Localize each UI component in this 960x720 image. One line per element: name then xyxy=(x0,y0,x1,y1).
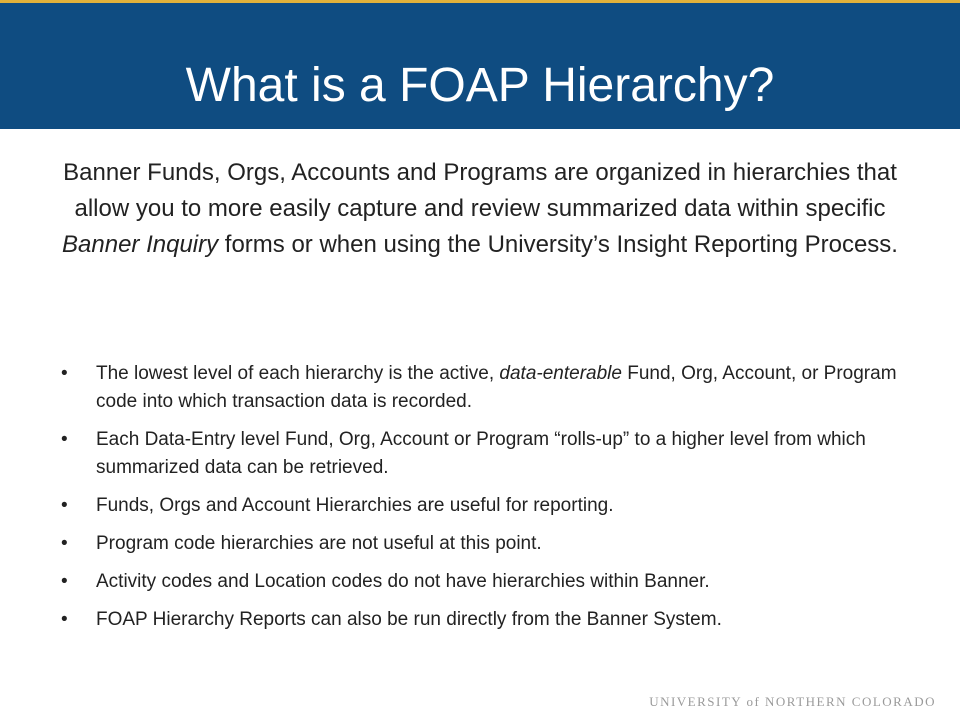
bullet-item xyxy=(55,530,915,558)
bullet-emphasis: data-enterable xyxy=(499,363,622,384)
university-logo-text: UNIVERSITY of NORTHERN COLORADO xyxy=(649,694,936,709)
intro-emphasis: Banner Inquiry xyxy=(62,231,219,258)
bullet-item xyxy=(55,426,915,482)
bullet-item xyxy=(55,492,915,520)
bullet-text: Funds, Orgs and Account Hierarchies are useful for reporting. xyxy=(96,495,614,516)
bullet-text: Activity codes and Location codes do not have hierarchies within Banner. xyxy=(96,571,710,592)
bullet-text: Each Data-Entry level Fund, Org, Account or Program “rolls-up” to a higher level from which summarized data can be retrieved. xyxy=(96,429,866,478)
bullet-marker: • xyxy=(61,495,68,516)
intro-text-part2: forms or when using the University’s Insight Reporting Process. xyxy=(218,231,898,258)
bullet-marker: • xyxy=(61,571,68,592)
bullet-item xyxy=(55,360,915,416)
bullet-text: Program code hierarchies are not useful at this point. xyxy=(96,533,542,554)
bullet-text: The lowest level of each hierarchy is the active, xyxy=(96,363,500,384)
bullet-text: FOAP Hierarchy Reports can also be run directly from the Banner System. xyxy=(96,609,722,630)
bullet-item xyxy=(55,606,915,634)
intro-paragraph xyxy=(60,155,900,263)
bullet-item xyxy=(55,568,915,596)
bullet-text: Fund, Org, Account, or Program code into which transaction data is recorded. xyxy=(96,363,897,412)
bullet-marker: • xyxy=(61,609,68,630)
bullet-marker: • xyxy=(61,533,68,554)
bullet-list xyxy=(55,360,915,644)
slide-title: What is a FOAP Hierarchy? xyxy=(185,59,775,112)
bullet-marker: • xyxy=(61,429,68,450)
bullet-marker: • xyxy=(61,363,68,384)
intro-text-part1: Banner Funds, Orgs, Accounts and Programs are organized in hierarchies that allow you to more easily capture and review summarized data within specific xyxy=(63,159,897,222)
